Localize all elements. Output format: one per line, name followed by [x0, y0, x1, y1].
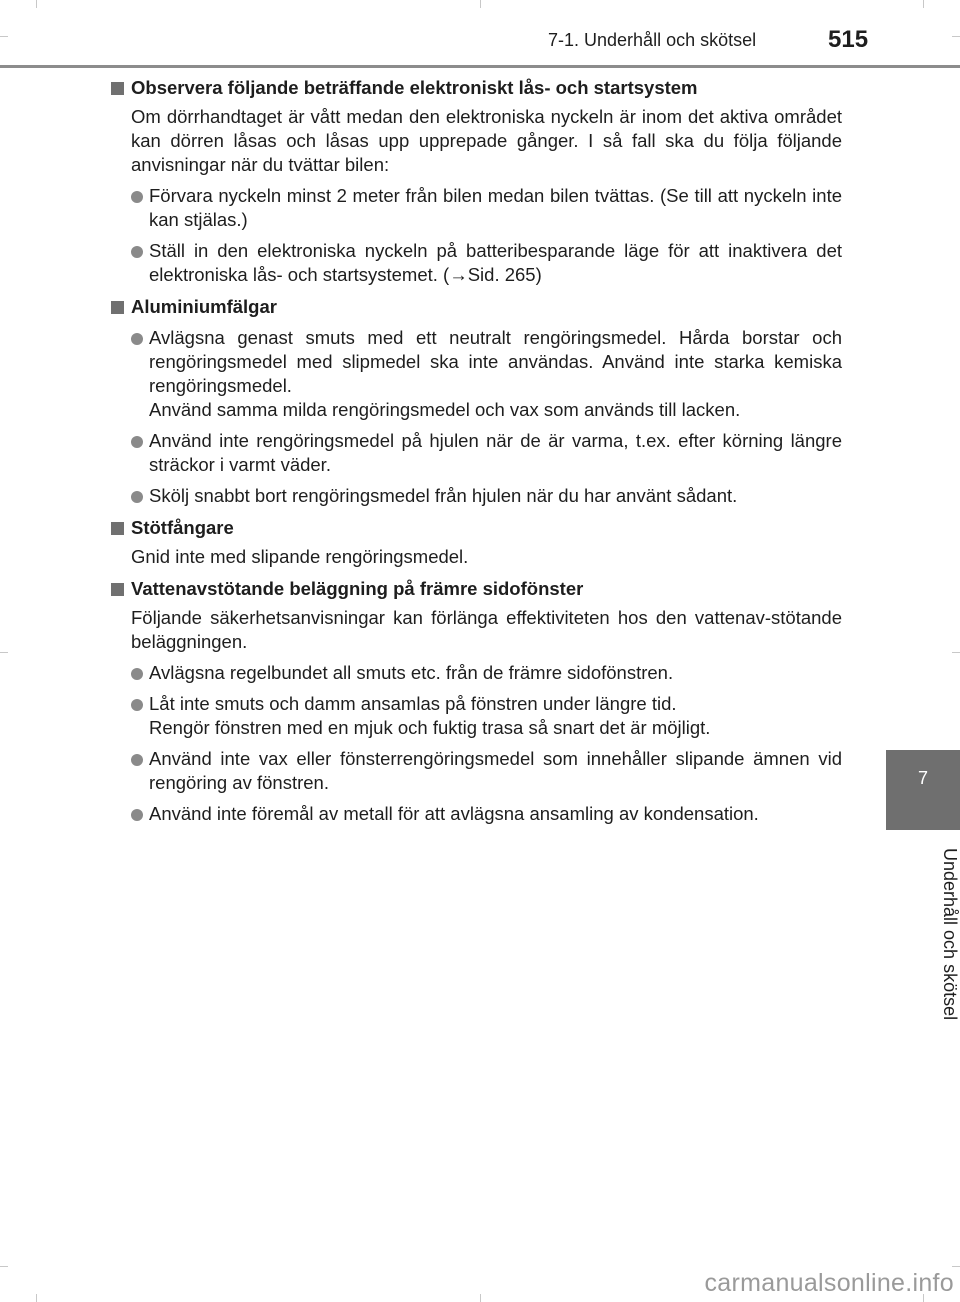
list-item: Använd inte vax eller fönsterrengöringsmedel som innehåller slipande ämnen vid rengöring av fönstren.: [111, 747, 842, 795]
crop-mark: [480, 1294, 481, 1302]
paragraph: Följande säkerhetsanvisningar kan förlänga effektiviteten hos den vattenav-stötande beläggningen.: [131, 607, 842, 652]
list-item: Ställ in den elektroniska nyckeln på batteribesparande läge för att inaktivera det elektroniska lås- och startsystemet. (→Sid. 265): [111, 239, 842, 287]
circle-bullet-icon: [131, 436, 143, 448]
crop-mark: [952, 36, 960, 37]
circle-bullet-icon: [131, 699, 143, 711]
section-heading: Aluminiumfälgar: [111, 295, 842, 319]
paragraph: Om dörrhandtaget är vått medan den elektroniska nyckeln är inom det aktiva området kan dörren låsas och låsas upp upprepade gånger. I så fall ska du följa följande anvisningar när du tvättar bilen:: [131, 106, 842, 175]
list-item: Använd inte rengöringsmedel på hjulen när de är varma, t.ex. efter körning längre sträckor i varmt väder.: [111, 429, 842, 477]
list-item: Avlägsna regelbundet all smuts etc. från de främre sidofönstren.: [111, 661, 842, 685]
list-item: Avlägsna genast smuts med ett neutralt rengöringsmedel. Hårda borstar och rengöringsmedel med slipmedel ska inte användas. Använd inte starka kemiska rengöringsmedel. Använd samma milda rengöringsmedel och vax som används till lacken.: [111, 326, 842, 422]
circle-bullet-icon: [131, 333, 143, 345]
list-item: Skölj snabbt bort rengöringsmedel från hjulen när du har använt sådant.: [111, 484, 842, 508]
crop-mark: [0, 1266, 8, 1267]
square-bullet-icon: [111, 583, 124, 596]
crop-mark: [952, 652, 960, 653]
list-item: Låt inte smuts och damm ansamlas på fönstren under längre tid. Rengör fönstren med en mjuk och fuktig trasa så snart det är möjligt.: [111, 692, 842, 740]
square-bullet-icon: [111, 82, 124, 95]
list-item: Använd inte föremål av metall för att avlägsna ansamling av kondensation.: [111, 802, 842, 826]
chapter-tab: [886, 750, 960, 830]
crop-mark: [0, 36, 8, 37]
chapter-tab-label-area: [886, 830, 960, 1060]
square-bullet-icon: [111, 301, 124, 314]
chapter-number: 7: [917, 768, 928, 788]
page-content: [111, 76, 842, 826]
crop-mark: [923, 0, 924, 8]
crop-mark: [952, 1266, 960, 1267]
section-heading: Vattenavstötande beläggning på främre sidofönster: [111, 577, 842, 601]
page-number: 515: [828, 26, 869, 53]
square-bullet-icon: [111, 522, 124, 535]
section-title: 7-1. Underhåll och skötsel: [548, 30, 757, 50]
circle-bullet-icon: [131, 754, 143, 766]
crop-mark: [36, 0, 37, 8]
circle-bullet-icon: [131, 809, 143, 821]
crop-mark: [36, 1294, 37, 1302]
watermark: carmanualsonline.info: [704, 1269, 954, 1297]
circle-bullet-icon: [131, 491, 143, 503]
circle-bullet-icon: [131, 246, 143, 258]
section-heading: Stötfångare: [111, 516, 842, 540]
list-item: Förvara nyckeln minst 2 meter från bilen medan bilen tvättas. (Se till att nyckeln inte kan stjälas.): [111, 184, 842, 232]
circle-bullet-icon: [131, 191, 143, 203]
crop-mark: [480, 0, 481, 8]
circle-bullet-icon: [131, 668, 143, 680]
chapter-label: Underhåll och skötsel: [940, 848, 960, 1021]
header-rule: [0, 65, 960, 68]
section-heading: Observera följande beträffande elektroniskt lås- och startsystem: [111, 76, 842, 100]
crop-mark: [0, 652, 8, 653]
paragraph: Gnid inte med slipande rengöringsmedel.: [131, 546, 469, 567]
